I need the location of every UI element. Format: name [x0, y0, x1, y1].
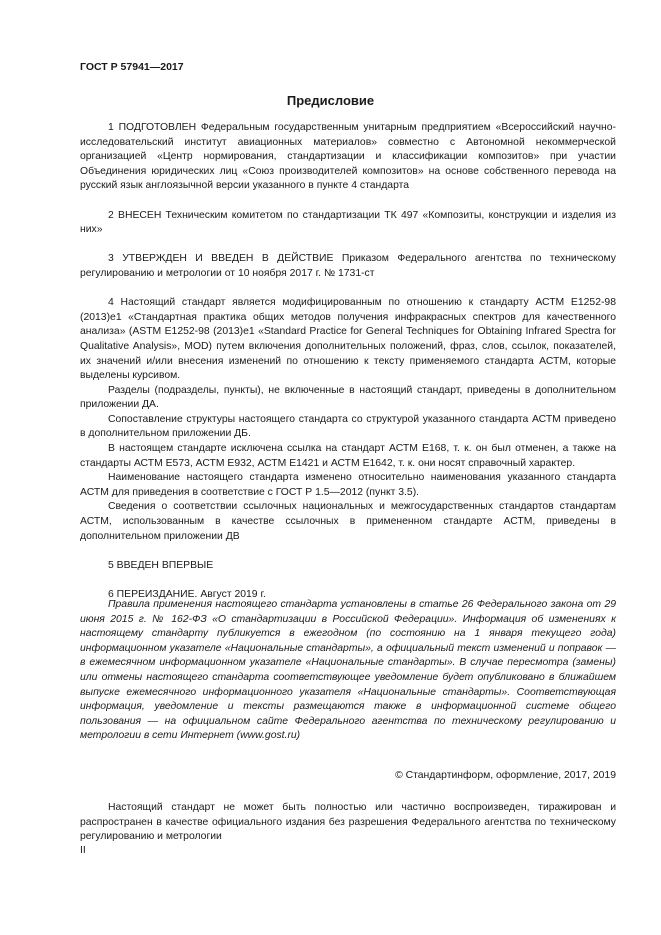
paragraph-1: 1 ПОДГОТОВЛЕН Федеральным государственным унитарным предприятием «Всероссийский научно-исследовательский институт авиационных материалов» совместно с Автономной некоммерческой организацией «Центр нормирования, стандартизации и классификации композитов» при участии Объединения юридических лиц «Союз производителей композитов» на основе собственного перевода на русский язык англоязычной версии указанного в пункте 4 стандарта [80, 122, 616, 192]
paragraph-4-name-change: Наименование настоящего стандарта изменено относительно наименования указанного стандарта АСТМ для приведения в соответствие с ГОСТ Р 1.5—2012 (пункт 3.5). [80, 472, 616, 498]
paragraph-6: 6 ПЕРЕИЗДАНИЕ. Август 2019 г. [108, 589, 266, 600]
page-number: II [80, 845, 86, 856]
paragraph-4-excluded-refs: В настоящем стандарте исключена ссылка на стандарт АСТМ Е168, т. к. он был отменен, а также на стандарты АСТМ Е573, АСТМ Е932, АСТМ Е1421 и АСТМ Е1642, т. к. они носят справочный характер. [80, 443, 616, 469]
document-header: ГОСТ Р 57941—2017 [80, 61, 184, 73]
paragraph-5: 5 ВВЕДЕН ВПЕРВЫЕ [108, 559, 214, 571]
page-title: Предисловие [286, 93, 375, 108]
rules-notice: Правила применения настоящего стандарта установлены в статье 26 Федерального закона от 29 июня 2015 г. № 162-ФЗ «О стандартизации в Российской Федерации». Информация об изменениях к настоящему стандарту публикуется в ежегодном (по состоянию на 1 января текущего года) информационном указателе «Национальные стандарты», а официальный текст изменений и поправок — в ежемесячном информационном указателе «Национальные стандарты». В случае пересмотра (замены) или отмены настоящего стандарта соответствующее уведомление будет опубликовано в ближайшем выпуске ежемесячного информационного указателя «Национальные стандарты». Соответствующая информация, уведомление и тексты размещаются также в информационной системе общего пользования — на официальном сайте Федерального агентства по техническому регулированию и метрологии в сети Интернет (www.gost.ru) [80, 599, 616, 742]
paragraph-4-conformity: Сведения о соответствии ссылочных национальных и межгосударственных стандартов стандартам АСТМ, использованным в качестве ссылочных в примененном стандарте АСТМ, приведены в дополнительном приложении ДВ [80, 501, 616, 542]
paragraph-4: 4 Настоящий стандарт является модифицированным по отношению к стандарту АСТМ Е1252-98 (2013)е1 «Стандартная практика общих методов получения инфракрасных спектров для качественного анализа» (ASTM E1252-98 (2013)e1 «Standard Practice for General Techniques for Obtaining Infrared Spectra for Qualitative Analysis», MOD) путем включения дополнительных положений, фраз, слов, ссылок, показателей, их значений и/или внесения изменений по отношению к тексту применяемого стандарта АСТМ, которые выделены курсивом. [80, 297, 616, 382]
paragraph-3: 3 УТВЕРЖДЕН И ВВЕДЕН В ДЕЙСТВИЕ Приказом Федерального агентства по техническому регулированию и метрологии от 10 ноября 2017 г. № 1731-ст [80, 253, 616, 279]
paragraph-2: 2 ВНЕСЕН Техническим комитетом по стандартизации ТК 497 «Композиты, конструкции и изделия из них» [80, 209, 616, 236]
foreword-body [80, 121, 616, 603]
paragraph-4-structure: Сопоставление структуры настоящего стандарта со структурой указанного стандарта АСТМ приведено в дополнительном приложении ДБ. [80, 413, 616, 440]
reproduction-notice: Настоящий стандарт не может быть полностью или частично воспроизведен, тиражирован и распространен в качестве официального издания без разрешения Федерального агентства по техническому регулированию и метрологии [80, 802, 616, 843]
copyright-line: © Стандартинформ, оформление, 2017, 2019 [395, 770, 616, 781]
paragraph-4-sections: Разделы (подразделы, пункты), не включенные в настоящий стандарт, приведены в дополнительном приложении ДА. [80, 384, 616, 411]
